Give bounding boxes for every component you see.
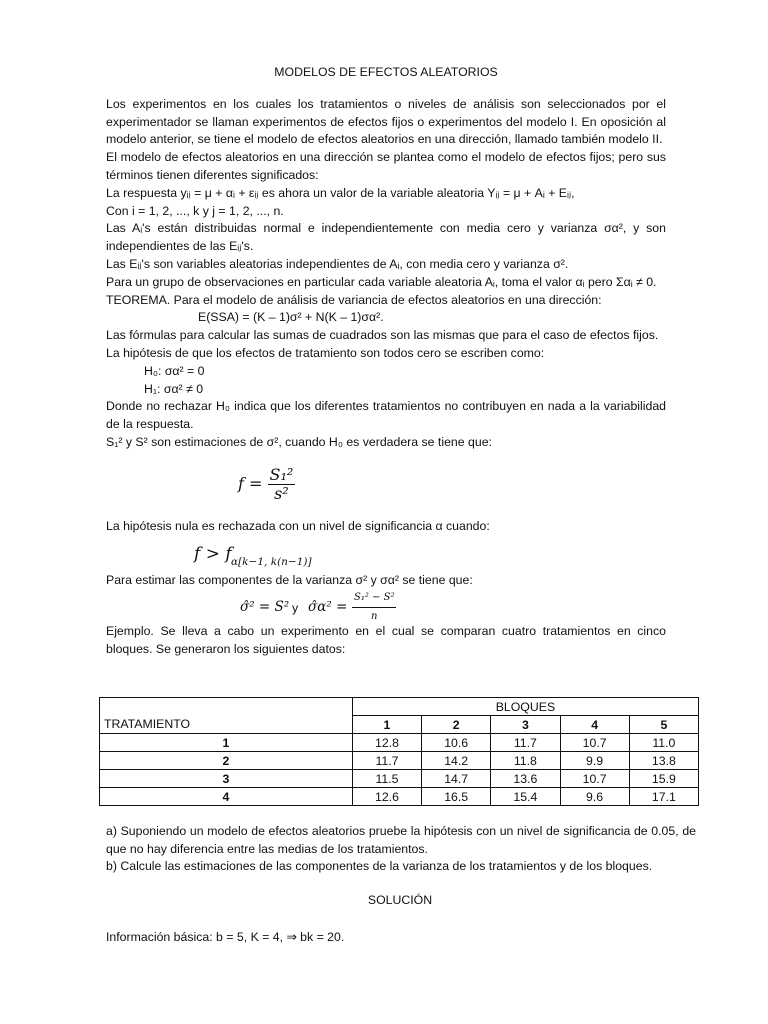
question-a: a) Suponiendo un modelo de efectos aleatorios pruebe la hipótesis con un nivel de significancia de 0.05, de que no hay diferencia entre las medias de los tratamientos. [106,824,696,856]
paragraph-sums: Las fórmulas para calcular las sumas de cuadrados son las mismas que para el caso de efectos fijos. [106,328,659,343]
paragraph-model: El modelo de efectos aleatorios en una dirección se plantea como el modelo de efectos fijos; pero sus términos tienen diferentes significados: [106,150,666,182]
paragraph-ai-distribution: Las Aᵢ's están distribuidas normal e independientemente con media cero y varianza σα², y son independientes de las Eᵢⱼ's. [106,221,666,254]
f-statistic-formula [106,452,666,518]
paragraph-theorem: TEOREMA. Para el modelo de análisis de variancia de efectos aleatorios en una dirección: [106,292,602,307]
table-cell: 10.6 [422,734,491,752]
paragraph-variance-components: Para estimar las componentes de la varianza σ² y σα² se tiene que: [106,572,473,587]
paragraph-no-reject: Donde no rechazar H₀ indica que los diferentes tratamientos no contribuyen en nada a la variabilidad de la respuesta. [106,399,666,432]
f-fraction [268,466,296,503]
table-row [100,788,699,806]
f-denominator: s² [274,483,289,503]
table-cell: 9.6 [560,788,629,806]
paragraph-estimates: S₁² y S² son estimaciones de σ², cuando H₀ es verdadera se tiene que: [106,434,492,449]
table-column-header-row [100,716,699,734]
estimator-fraction [352,589,396,626]
table-cell: 14.7 [422,770,491,788]
paragraph-response: La respuesta yᵢⱼ = μ + αᵢ + εᵢⱼ es ahora un valor de la variable aleatoria Yᵢⱼ = μ + Aᵢ + Eᵢⱼ, [106,185,575,200]
estimator-denominator: n [371,611,378,623]
criterion-subscript: α[k−1, k(n−1)] [231,555,312,568]
table-cell: 11.0 [629,734,698,752]
row-label: 2 [100,752,353,770]
row-label: 1 [100,734,353,752]
estimator-numerator: S₁² − S² [352,589,396,608]
table-cell: 12.8 [352,734,421,752]
row-label: 4 [100,788,353,806]
table-cell: 11.5 [352,770,421,788]
table-row [100,734,699,752]
theorem-formula: E(SSA) = (K – 1)σ² + N(K – 1)σα². [198,310,384,325]
table-cell: 10.7 [560,734,629,752]
table-cell: 17.1 [629,788,698,806]
table-cell: 12.6 [352,788,421,806]
rejection-criterion [106,536,666,572]
paragraph-eij: Las Eᵢⱼ's son variables aleatorias independientes de Aᵢ, con media cero y varianza σ². [106,256,569,271]
column-header: 5 [629,716,698,734]
tratamiento-header: TRATAMIENTO [100,716,353,734]
table-cell: 11.7 [352,752,421,770]
solution-heading: SOLUCIÓN [367,893,433,907]
table-cell: 11.8 [491,752,560,770]
row-label: 3 [100,770,353,788]
alt-hypothesis: H₁: σα² ≠ 0 [144,381,204,396]
table-cell: 15.4 [491,788,560,806]
paragraph-hypothesis: La hipótesis de que los efectos de tratamiento son todos cero se escriben como: [106,345,545,360]
table-cell: 10.7 [560,770,629,788]
data-table [99,697,699,806]
basic-information: Información básica: b = 5, K = 4, ⇒ bk = 20. [106,930,345,944]
estimator-conjunction: y [292,601,299,616]
table-cell: 15.9 [629,770,698,788]
table-cell: 11.7 [491,734,560,752]
column-header: 4 [560,716,629,734]
estimator-formulas [106,589,666,623]
table-group-header-row [100,698,699,716]
paragraph-rejection: La hipótesis nula es rechazada con un nivel de significancia α cuando: [106,518,490,533]
table-row [100,752,699,770]
paragraph-example: Ejemplo. Se lleva a cabo un experimento en el cual se comparan cuatro tratamientos en cinco bloques. Se generaron los siguientes datos: [106,624,666,657]
table-cell: 13.6 [491,770,560,788]
column-header: 2 [422,716,491,734]
estimator-sigma: σ̂² = S² [240,599,290,616]
table-corner-cell [100,698,353,716]
question-b: b) Calcule las estimaciones de las componentes de la varianza de los tratamientos y de los bloques. [106,859,653,873]
document-body [106,64,666,659]
table-cell: 9.9 [560,752,629,770]
criterion-main: f > f [194,543,232,564]
column-header: 3 [491,716,560,734]
table-cell: 16.5 [422,788,491,806]
table-cell: 14.2 [422,752,491,770]
f-numerator: S₁² [269,464,294,484]
paragraph-observations: Para un grupo de observaciones en particular cada variable aleatoria Aᵢ, toma el valor αᵢ pero Σαᵢ ≠ 0. [106,274,657,289]
estimator-sigma-alpha-lhs: σ̂α² = [308,599,348,616]
column-header: 1 [352,716,421,734]
f-lhs: f = [238,473,263,493]
bloques-header: BLOQUES [352,698,698,716]
paragraph-indices: Con i = 1, 2, ..., k y j = 1, 2, ..., n. [106,203,284,218]
paragraph-intro: Los experimentos en los cuales los tratamientos o niveles de análisis son seleccionados por el experimentador se llaman experimentos de efectos fijos o experimentos del modelo I. En oposición al modelo anterior, se tiene el modelo de efectos aleatorios en una dirección, llamado también modelo II. [106,96,666,147]
table-row [100,770,699,788]
table-cell: 13.8 [629,752,698,770]
page-title: MODELOS DE EFECTOS ALEATORIOS [274,65,498,79]
null-hypothesis: H₀: σα² = 0 [144,363,205,378]
